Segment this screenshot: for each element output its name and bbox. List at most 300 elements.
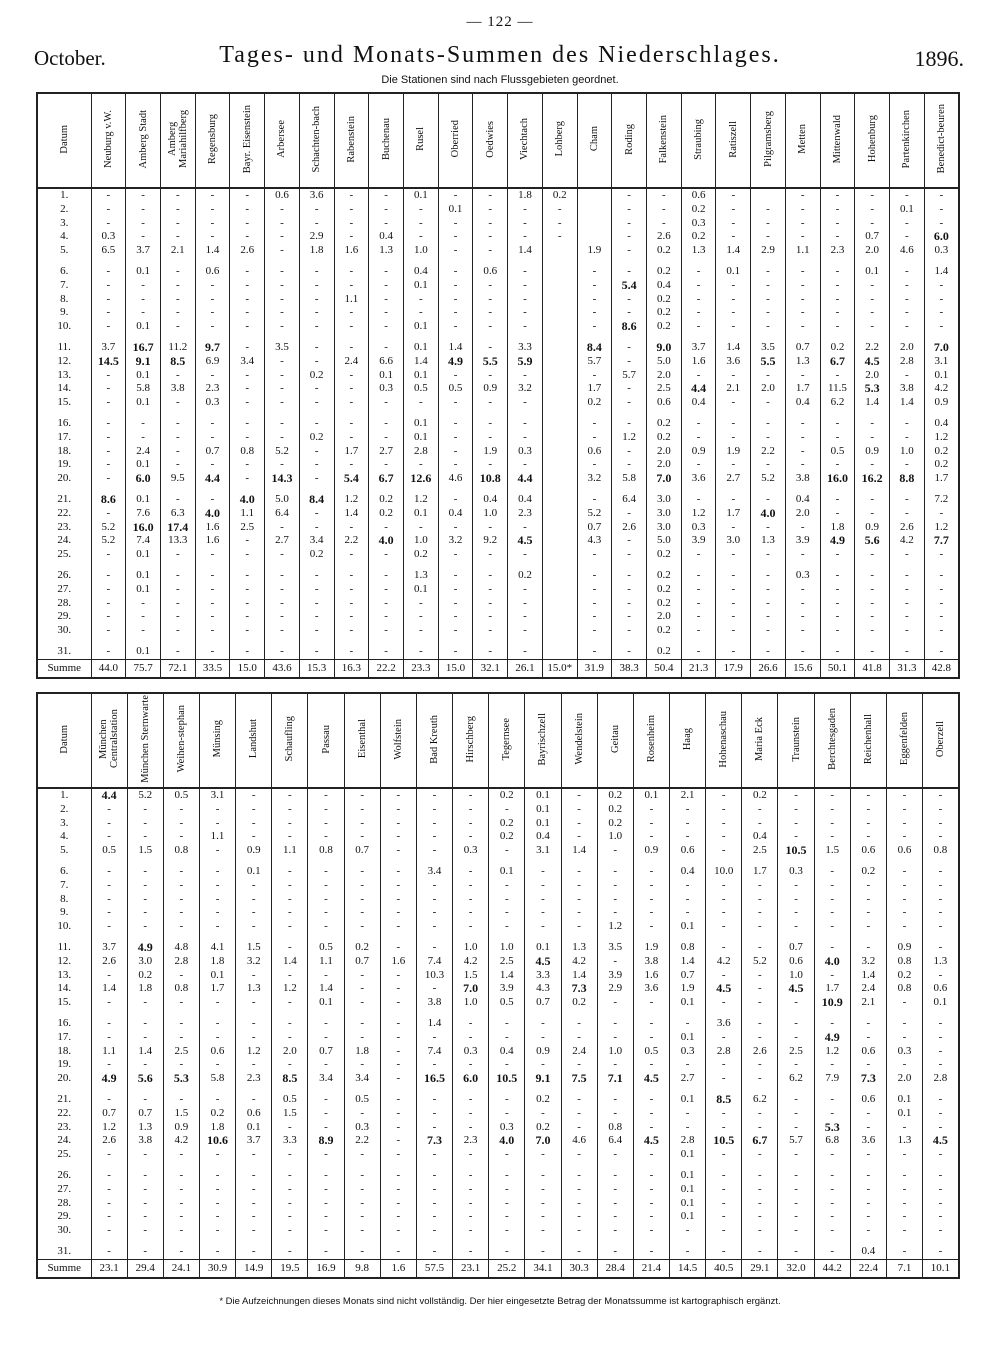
precipitation-value: -: [369, 293, 404, 307]
precipitation-value: -: [785, 203, 820, 217]
precipitation-value: -: [380, 858, 416, 879]
precipitation-value: -: [778, 893, 814, 907]
precipitation-value: -: [923, 934, 959, 955]
precipitation-value: -: [272, 830, 308, 844]
precipitation-value: 0.6: [195, 258, 230, 279]
precipitation-value: -: [416, 934, 452, 955]
table-row: [37, 817, 959, 831]
precipitation-value: 0.2: [820, 334, 855, 355]
precipitation-value: -: [508, 583, 543, 597]
precipitation-value: -: [236, 1148, 272, 1162]
precipitation-value: -: [742, 969, 778, 983]
day-label: 9.: [60, 306, 69, 319]
precipitation-value: 0.8: [923, 844, 959, 858]
precipitation-value: -: [236, 1162, 272, 1183]
monthly-sum: 17.9: [716, 659, 751, 678]
precipitation-value: -: [272, 803, 308, 817]
monthly-sum: 57.5: [416, 1259, 452, 1278]
table-row: [37, 982, 959, 996]
precipitation-value: -: [820, 638, 855, 659]
table-row: [37, 1210, 959, 1224]
station-header: [577, 93, 612, 188]
precipitation-value: -: [473, 638, 508, 659]
precipitation-value: 0.2: [369, 507, 404, 521]
precipitation-value: -: [612, 230, 647, 244]
precipitation-value: 1.3: [236, 982, 272, 996]
precipitation-value: -: [265, 306, 300, 320]
precipitation-value: -: [272, 1162, 308, 1183]
precipitation-value: -: [561, 1031, 597, 1045]
table-row: [37, 244, 959, 258]
precipitation-value: -: [890, 279, 925, 293]
precipitation-value: 0.3: [670, 1045, 706, 1059]
precipitation-value: -: [299, 217, 334, 231]
day-label: 20.: [57, 1072, 72, 1085]
monthly-sum: 16.9: [308, 1259, 344, 1278]
precipitation-value: 4.3: [577, 534, 612, 548]
precipitation-value: 3.2: [438, 534, 473, 548]
station-header: [308, 693, 344, 788]
station-header: [525, 693, 561, 788]
precipitation-value: -: [778, 803, 814, 817]
station-name: Hohenburg: [866, 115, 878, 163]
precipitation-value: 1.2: [403, 486, 438, 507]
station-name: Oedwies: [484, 120, 496, 158]
precipitation-value: 0.2: [489, 788, 525, 803]
monthly-sum: 25.2: [489, 1259, 525, 1278]
precipitation-value: -: [91, 879, 127, 893]
table-row: [37, 597, 959, 611]
precipitation-value: 16.7: [126, 334, 161, 355]
precipitation-value: -: [230, 382, 265, 396]
precipitation-value: -: [236, 996, 272, 1010]
precipitation-value: 1.0: [453, 934, 489, 955]
precipitation-value: -: [633, 893, 669, 907]
precipitation-value: -: [453, 817, 489, 831]
precipitation-value: -: [855, 279, 890, 293]
precipitation-value: 3.2: [236, 955, 272, 969]
precipitation-value: -: [670, 803, 706, 817]
precipitation-value: -: [438, 306, 473, 320]
precipitation-value: -: [633, 1224, 669, 1238]
precipitation-value: 3.0: [127, 955, 163, 969]
precipitation-value: -: [230, 230, 265, 244]
precipitation-value: -: [344, 920, 380, 934]
monthly-sum: 22.4: [850, 1259, 886, 1278]
day-label: 26.: [57, 568, 72, 581]
precipitation-value: -: [344, 803, 380, 817]
precipitation-value: -: [473, 610, 508, 624]
precipitation-value: 6.2: [820, 396, 855, 410]
precipitation-value: -: [195, 638, 230, 659]
precipitation-value: 9.1: [525, 1072, 561, 1086]
precipitation-value: -: [344, 1107, 380, 1121]
precipitation-value: 6.2: [778, 1072, 814, 1086]
precipitation-value: -: [886, 1210, 922, 1224]
precipitation-value: -: [127, 1086, 163, 1107]
precipitation-value: 5.6: [127, 1072, 163, 1086]
precipitation-value: 2.4: [126, 445, 161, 459]
monthly-sum: 15.0: [438, 659, 473, 678]
precipitation-value: -: [308, 1183, 344, 1197]
precipitation-value: -: [508, 369, 543, 383]
precipitation-value: -: [236, 830, 272, 844]
precipitation-value: -: [612, 188, 647, 203]
precipitation-value: -: [633, 1210, 669, 1224]
table-row: [37, 548, 959, 562]
precipitation-value: 0.2: [924, 458, 959, 472]
precipitation-value: 8.4: [299, 486, 334, 507]
precipitation-value: -: [473, 410, 508, 431]
monthly-sum: 29.1: [742, 1259, 778, 1278]
precipitation-value: 2.8: [163, 955, 199, 969]
table-row: [37, 396, 959, 410]
precipitation-value: 2.8: [670, 1134, 706, 1148]
precipitation-value: -: [814, 1197, 850, 1211]
precipitation-value: -: [308, 817, 344, 831]
precipitation-value: -: [473, 334, 508, 355]
precipitation-value: 2.0: [751, 382, 786, 396]
precipitation-value: -: [91, 396, 126, 410]
precipitation-value: -: [855, 583, 890, 597]
precipitation-value: 0.1: [126, 486, 161, 507]
monthly-sum: 50.4: [647, 659, 682, 678]
precipitation-value: 3.4: [416, 858, 452, 879]
precipitation-value: -: [924, 279, 959, 293]
precipitation-value: -: [886, 803, 922, 817]
station-header: [489, 693, 525, 788]
precipitation-value: -: [163, 1210, 199, 1224]
precipitation-value: -: [334, 410, 369, 431]
station-name: Passau: [320, 724, 332, 754]
precipitation-value: 2.5: [489, 955, 525, 969]
precipitation-value: -: [814, 803, 850, 817]
precipitation-value: -: [508, 638, 543, 659]
precipitation-value: -: [924, 507, 959, 521]
table-row: [37, 920, 959, 934]
precipitation-value: -: [820, 597, 855, 611]
precipitation-value: 8.4: [577, 334, 612, 355]
precipitation-value: -: [814, 1162, 850, 1183]
precipitation-value: -: [633, 858, 669, 879]
precipitation-value: -: [647, 217, 682, 231]
precipitation-value: -: [508, 521, 543, 535]
precipitation-value: 5.2: [265, 445, 300, 459]
precipitation-value: 0.1: [890, 203, 925, 217]
precipitation-value: 1.2: [924, 521, 959, 535]
precipitation-value: -: [334, 382, 369, 396]
precipitation-value: 3.1: [199, 788, 235, 803]
precipitation-value: 4.9: [814, 1031, 850, 1045]
station-name: Buchenau: [380, 118, 392, 160]
precipitation-value: -: [612, 355, 647, 369]
precipitation-value: 0.1: [236, 1121, 272, 1135]
precipitation-value: -: [850, 1148, 886, 1162]
monthly-sum: 7.1: [886, 1259, 922, 1278]
day-label: 9.: [60, 906, 69, 919]
precipitation-value: -: [163, 969, 199, 983]
precipitation-value: -: [508, 410, 543, 431]
precipitation-value: -: [91, 562, 126, 583]
precipitation-value: 5.2: [127, 788, 163, 803]
precipitation-value: -: [923, 906, 959, 920]
precipitation-value: 0.7: [855, 230, 890, 244]
precipitation-value: 3.0: [716, 534, 751, 548]
precipitation-value: 0.6: [886, 844, 922, 858]
precipitation-value: -: [814, 1107, 850, 1121]
day-label: 12.: [57, 954, 72, 967]
precipitation-value: -: [785, 293, 820, 307]
precipitation-value: -: [681, 610, 716, 624]
precipitation-value: 0.1: [403, 410, 438, 431]
precipitation-value: -: [706, 934, 742, 955]
precipitation-value: -: [308, 788, 344, 803]
station-header: [163, 693, 199, 788]
station-name: Viechtach: [519, 118, 531, 160]
footnote: * Die Aufzeichnungen dieses Monats sind nicht vollständig. Der hier eingesetzte Betrag der Monatssumme ist kartographisch ergänzt.: [219, 1296, 781, 1307]
precipitation-value: 0.6: [670, 844, 706, 858]
month-label: October.: [34, 46, 106, 70]
day-label: 17.: [57, 1030, 72, 1043]
precipitation-value: -: [855, 507, 890, 521]
precipitation-value: -: [785, 306, 820, 320]
precipitation-value: -: [561, 1148, 597, 1162]
precipitation-value: -: [924, 562, 959, 583]
precipitation-value: -: [380, 969, 416, 983]
precipitation-value: -: [742, 1148, 778, 1162]
precipitation-value: -: [403, 230, 438, 244]
precipitation-value: -: [199, 1031, 235, 1045]
precipitation-value: -: [91, 920, 127, 934]
precipitation-value: 2.2: [855, 334, 890, 355]
precipitation-value: 0.7: [308, 1045, 344, 1059]
precipitation-value: 1.2: [236, 1045, 272, 1059]
precipitation-value: 1.6: [380, 955, 416, 969]
precipitation-value: -: [453, 893, 489, 907]
precipitation-value: -: [344, 879, 380, 893]
precipitation-value: 1.7: [199, 982, 235, 996]
station-header: [923, 693, 959, 788]
precipitation-value: -: [91, 893, 127, 907]
precipitation-value: -: [489, 1210, 525, 1224]
precipitation-value: -: [742, 1197, 778, 1211]
precipitation-value: -: [751, 217, 786, 231]
day-label: 24.: [57, 534, 72, 547]
precipitation-value: -: [91, 188, 126, 203]
precipitation-value: 2.0: [647, 445, 682, 459]
precipitation-value: 1.4: [272, 955, 308, 969]
precipitation-value: -: [369, 458, 404, 472]
precipitation-value: -: [924, 597, 959, 611]
precipitation-value: -: [160, 562, 195, 583]
precipitation-value: -: [272, 858, 308, 879]
precipitation-value: -: [489, 844, 525, 858]
precipitation-value: 0.8: [163, 844, 199, 858]
precipitation-value: -: [577, 258, 612, 279]
precipitation-value: 0.9: [236, 844, 272, 858]
precipitation-value: -: [850, 893, 886, 907]
monthly-sum: 28.4: [597, 1259, 633, 1278]
table-row: [37, 1045, 959, 1059]
table-row: [37, 844, 959, 858]
precipitation-value: -: [778, 1010, 814, 1031]
precipitation-value: -: [542, 217, 577, 231]
precipitation-value: -: [195, 306, 230, 320]
monthly-sum: 43.6: [265, 659, 300, 678]
precipitation-value: -: [199, 1086, 235, 1107]
precipitation-value: -: [380, 1010, 416, 1031]
table-row: [37, 410, 959, 431]
precipitation-value: -: [923, 803, 959, 817]
precipitation-value: -: [160, 369, 195, 383]
precipitation-value: -: [597, 879, 633, 893]
precipitation-value: -: [199, 996, 235, 1010]
precipitation-value: -: [380, 830, 416, 844]
precipitation-value: -: [820, 583, 855, 597]
precipitation-value: 0.1: [525, 803, 561, 817]
precipitation-value: 4.1: [199, 934, 235, 955]
precipitation-value: 3.5: [597, 934, 633, 955]
precipitation-value: 3.6: [850, 1134, 886, 1148]
precipitation-value: -: [334, 369, 369, 383]
precipitation-value: -: [272, 1197, 308, 1211]
precipitation-value: -: [380, 1072, 416, 1086]
precipitation-value: -: [706, 844, 742, 858]
monthly-sum: 19.5: [272, 1259, 308, 1278]
precipitation-value: 1.4: [716, 244, 751, 258]
precipitation-value: 1.0: [453, 996, 489, 1010]
precipitation-value: -: [814, 1224, 850, 1238]
precipitation-value: 3.8: [633, 955, 669, 969]
station-header: [785, 93, 820, 188]
precipitation-value: 2.8: [706, 1045, 742, 1059]
station-header: [199, 693, 235, 788]
precipitation-value: 1.1: [91, 1045, 127, 1059]
precipitation-value: -: [195, 369, 230, 383]
precipitation-value: -: [850, 906, 886, 920]
precipitation-value: 7.6: [126, 507, 161, 521]
precipitation-value: -: [272, 906, 308, 920]
precipitation-value: -: [820, 188, 855, 203]
precipitation-value: -: [438, 369, 473, 383]
precipitation-value: -: [163, 893, 199, 907]
precipitation-value: 5.5: [473, 355, 508, 369]
day-label: 4.: [60, 230, 69, 243]
precipitation-value: -: [369, 562, 404, 583]
precipitation-value: -: [265, 610, 300, 624]
precipitation-value: 0.3: [344, 1121, 380, 1135]
precipitation-value: -: [525, 1031, 561, 1045]
precipitation-value: -: [706, 969, 742, 983]
precipitation-value: -: [416, 1031, 452, 1045]
precipitation-value: -: [91, 410, 126, 431]
precipitation-value: -: [272, 934, 308, 955]
precipitation-value: -: [612, 217, 647, 231]
precipitation-value: -: [344, 969, 380, 983]
precipitation-value: [751, 188, 786, 203]
precipitation-value: -: [473, 217, 508, 231]
table-row: [37, 382, 959, 396]
station-name: Bayrischzell: [537, 712, 549, 766]
precipitation-value: -: [344, 1197, 380, 1211]
precipitation-value: 1.3: [369, 244, 404, 258]
precipitation-value: -: [438, 486, 473, 507]
precipitation-value: 1.6: [195, 534, 230, 548]
precipitation-value: 2.2: [334, 534, 369, 548]
precipitation-value: -: [886, 893, 922, 907]
precipitation-value: 1.4: [489, 969, 525, 983]
precipitation-value: 0.4: [369, 230, 404, 244]
precipitation-value: -: [91, 1183, 127, 1197]
precipitation-value: -: [195, 293, 230, 307]
precipitation-value: -: [127, 1031, 163, 1045]
precipitation-value: -: [438, 610, 473, 624]
precipitation-value: -: [886, 920, 922, 934]
precipitation-value: 8.6: [612, 320, 647, 334]
precipitation-value: -: [855, 410, 890, 431]
precipitation-value: -: [299, 334, 334, 355]
precipitation-value: 0.1: [403, 369, 438, 383]
precipitation-value: -: [612, 624, 647, 638]
precipitation-value: 4.2: [163, 1134, 199, 1148]
precipitation-value: -: [612, 258, 647, 279]
table-row: [37, 334, 959, 355]
precipitation-value: -: [751, 597, 786, 611]
monthly-sum: 32.1: [473, 659, 508, 678]
day-label: 11.: [57, 340, 71, 353]
precipitation-value: -: [163, 1162, 199, 1183]
precipitation-value: -: [612, 293, 647, 307]
precipitation-value: -: [334, 583, 369, 597]
precipitation-value: -: [369, 548, 404, 562]
precipitation-value: -: [195, 188, 230, 203]
precipitation-value: -: [886, 1183, 922, 1197]
precipitation-value: -: [344, 1031, 380, 1045]
precipitation-value: -: [473, 458, 508, 472]
precipitation-value: 5.7: [778, 1134, 814, 1148]
precipitation-value: 0.1: [886, 1107, 922, 1121]
precipitation-value: -: [778, 1183, 814, 1197]
precipitation-value: 1.0: [890, 445, 925, 459]
station-header: [751, 93, 786, 188]
precipitation-value: 1.9: [670, 982, 706, 996]
precipitation-value: 5.7: [612, 369, 647, 383]
table-row: [37, 955, 959, 969]
precipitation-value: -: [508, 548, 543, 562]
precipitation-value: -: [814, 1238, 850, 1259]
precipitation-value: 4.5: [706, 982, 742, 996]
station-header: [160, 93, 195, 188]
precipitation-value: -: [742, 1238, 778, 1259]
precipitation-value: -: [742, 1072, 778, 1086]
day-label: 1.: [60, 189, 69, 201]
precipitation-value: 1.4: [924, 258, 959, 279]
precipitation-value: -: [716, 431, 751, 445]
precipitation-value: -: [473, 369, 508, 383]
monthly-sum: 14.9: [236, 1259, 272, 1278]
precipitation-value: -: [706, 906, 742, 920]
precipitation-value: -: [369, 521, 404, 535]
precipitation-value: -: [561, 1010, 597, 1031]
precipitation-value: 0.7: [344, 844, 380, 858]
precipitation-value: -: [299, 382, 334, 396]
monthly-sum: 44.0: [91, 659, 126, 678]
precipitation-value: -: [924, 203, 959, 217]
precipitation-value: -: [508, 610, 543, 624]
precipitation-value: -: [751, 279, 786, 293]
precipitation-value: -: [850, 817, 886, 831]
precipitation-value: -: [850, 1107, 886, 1121]
